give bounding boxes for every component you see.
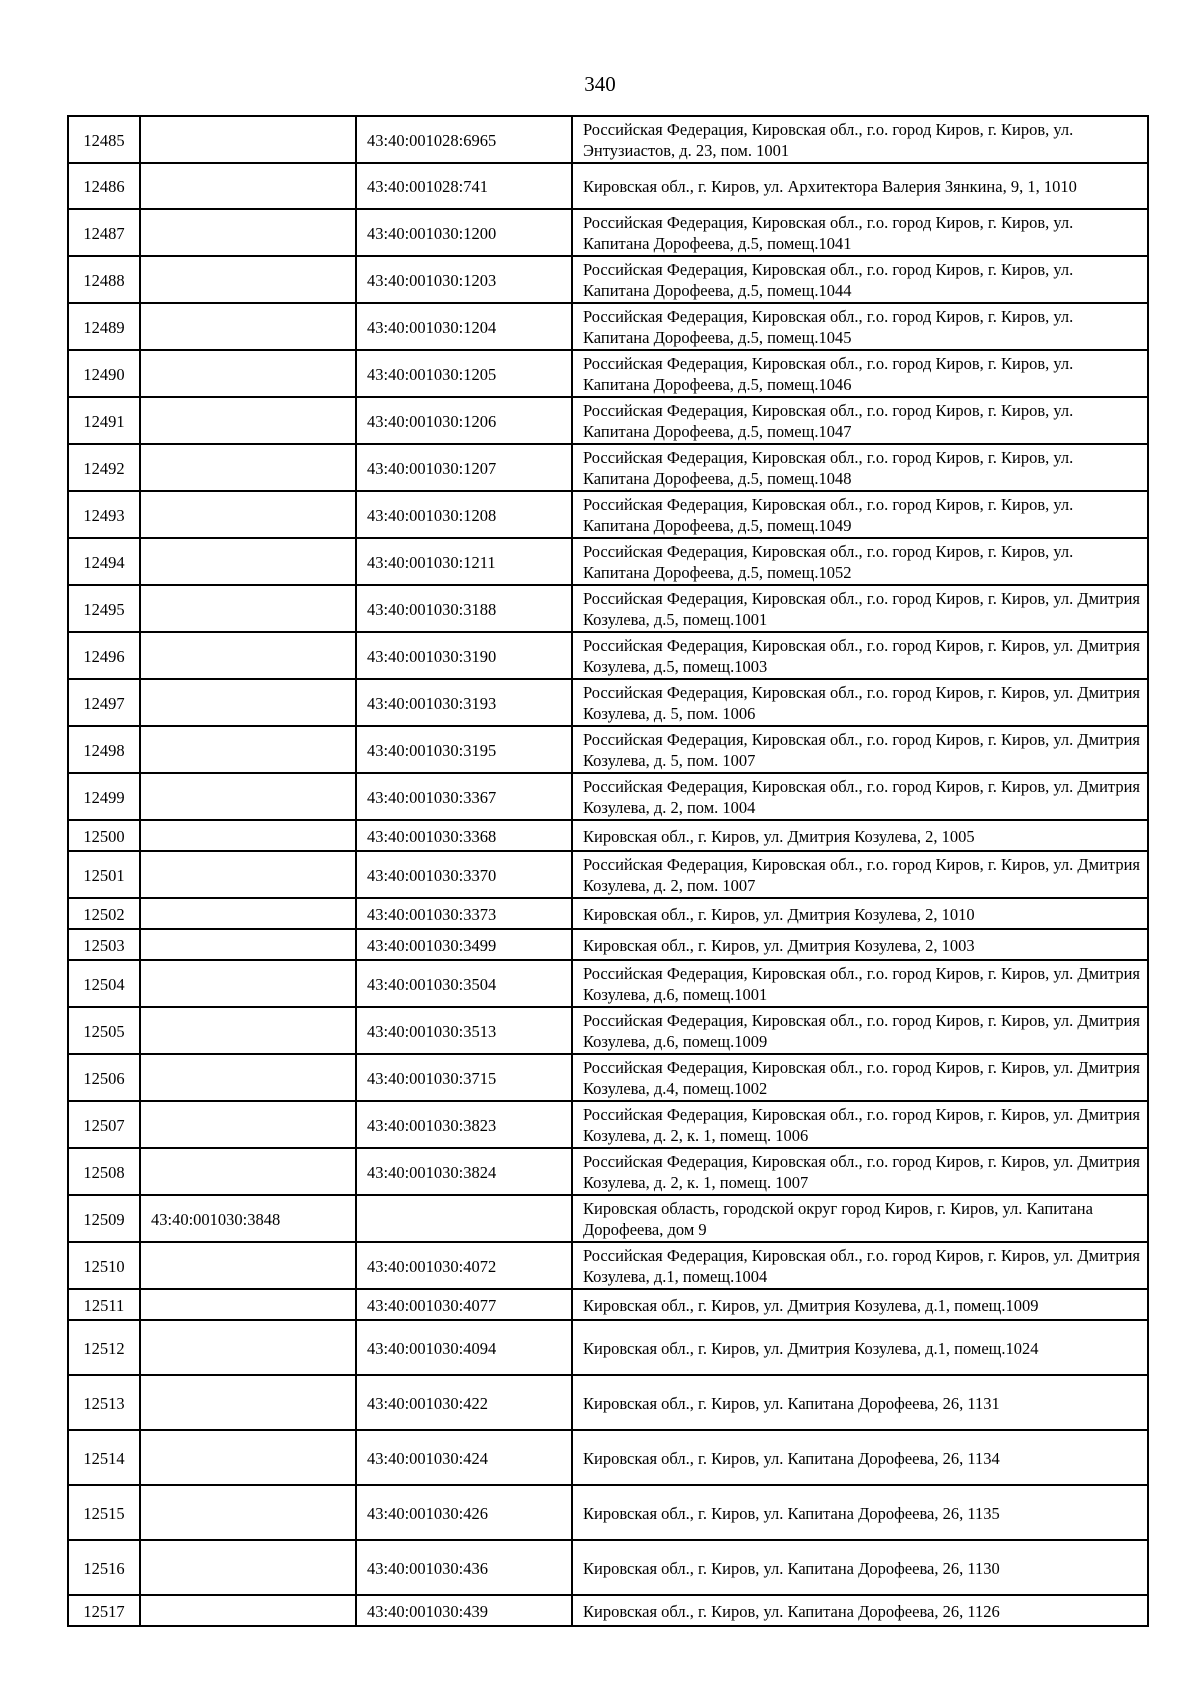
row-number-cell: 12503 <box>68 929 140 960</box>
table-row <box>68 820 1148 851</box>
cadastral-number-cell <box>356 1195 572 1242</box>
cadastral-number-cell: 43:40:001030:3373 <box>356 898 572 929</box>
row-number-cell: 12506 <box>68 1054 140 1101</box>
cadastral-number-cell <box>140 538 356 585</box>
row-number-cell: 12493 <box>68 491 140 538</box>
cadastral-number-cell <box>140 256 356 303</box>
table-row <box>68 538 1148 585</box>
address-cell: Российская Федерация, Кировская обл., г.о. город Киров, г. Киров, ул. Дмитрия Козулева, д.5, помещ.1003 <box>572 632 1148 679</box>
cadastral-number-cell <box>140 163 356 209</box>
table-row <box>68 1320 1148 1375</box>
table-row <box>68 632 1148 679</box>
table-row <box>68 163 1148 209</box>
cadastral-number-cell: 43:40:001028:6965 <box>356 116 572 163</box>
table-row <box>68 679 1148 726</box>
address-cell: Российская Федерация, Кировская обл., г.о. город Киров, г. Киров, ул. Капитана Дорофеева, д.5, помещ.1041 <box>572 209 1148 256</box>
row-number-cell: 12516 <box>68 1540 140 1595</box>
cadastral-number-cell: 43:40:001030:1200 <box>356 209 572 256</box>
table-row <box>68 1375 1148 1430</box>
address-cell: Кировская обл., г. Киров, ул. Капитана Дорофеева, 26, 1135 <box>572 1485 1148 1540</box>
address-cell: Кировская обл., г. Киров, ул. Дмитрия Козулева, 2, 1005 <box>572 820 1148 851</box>
table-row <box>68 960 1148 1007</box>
cadastral-number-cell <box>140 1101 356 1148</box>
cadastral-number-cell: 43:40:001030:3504 <box>356 960 572 1007</box>
cadastral-number-cell <box>140 851 356 898</box>
cadastral-number-cell: 43:40:001030:426 <box>356 1485 572 1540</box>
cadastral-number-cell: 43:40:001030:3367 <box>356 773 572 820</box>
cadastral-number-cell <box>140 820 356 851</box>
row-number-cell: 12494 <box>68 538 140 585</box>
row-number-cell: 12505 <box>68 1007 140 1054</box>
cadastral-number-cell: 43:40:001030:1205 <box>356 350 572 397</box>
address-cell: Кировская обл., г. Киров, ул. Дмитрия Козулева, 2, 1003 <box>572 929 1148 960</box>
address-cell: Российская Федерация, Кировская обл., г.о. город Киров, г. Киров, ул. Капитана Дорофеева, д.5, помещ.1046 <box>572 350 1148 397</box>
cadastral-number-cell <box>140 397 356 444</box>
cadastral-number-cell: 43:40:001030:1211 <box>356 538 572 585</box>
table-row <box>68 1007 1148 1054</box>
row-number-cell: 12498 <box>68 726 140 773</box>
cadastral-number-cell: 43:40:001030:3190 <box>356 632 572 679</box>
address-cell: Российская Федерация, Кировская обл., г.о. город Киров, г. Киров, ул. Дмитрия Козулева, д. 2, пом. 1007 <box>572 851 1148 898</box>
cadastral-number-cell <box>140 726 356 773</box>
cadastral-number-cell: 43:40:001030:439 <box>356 1595 572 1626</box>
row-number-cell: 12500 <box>68 820 140 851</box>
cadastral-number-cell <box>140 303 356 350</box>
address-cell: Кировская обл., г. Киров, ул. Капитана Дорофеева, 26, 1130 <box>572 1540 1148 1595</box>
row-number-cell: 12497 <box>68 679 140 726</box>
cadastral-number-cell <box>140 491 356 538</box>
cadastral-number-cell: 43:40:001030:3370 <box>356 851 572 898</box>
table-row <box>68 1289 1148 1320</box>
table-row <box>68 898 1148 929</box>
table-row <box>68 1195 1148 1242</box>
cadastral-number-cell <box>140 350 356 397</box>
table-row <box>68 1054 1148 1101</box>
row-number-cell: 12486 <box>68 163 140 209</box>
cadastral-number-cell: 43:40:001030:3848 <box>140 1195 356 1242</box>
row-number-cell: 12512 <box>68 1320 140 1375</box>
row-number-cell: 12515 <box>68 1485 140 1540</box>
table-row <box>68 444 1148 491</box>
cadastral-number-cell: 43:40:001030:3195 <box>356 726 572 773</box>
table-row <box>68 585 1148 632</box>
cadastral-number-cell <box>140 1007 356 1054</box>
cadastral-number-cell: 43:40:001030:1208 <box>356 491 572 538</box>
address-cell: Кировская обл., г. Киров, ул. Дмитрия Козулева, д.1, помещ.1009 <box>572 1289 1148 1320</box>
cadastral-number-cell <box>140 960 356 1007</box>
address-cell: Кировская обл., г. Киров, ул. Капитана Дорофеева, 26, 1134 <box>572 1430 1148 1485</box>
table-row <box>68 726 1148 773</box>
row-number-cell: 12491 <box>68 397 140 444</box>
cadastral-number-cell: 43:40:001028:741 <box>356 163 572 209</box>
row-number-cell: 12510 <box>68 1242 140 1289</box>
address-cell: Кировская обл., г. Киров, ул. Капитана Дорофеева, 26, 1126 <box>572 1595 1148 1626</box>
row-number-cell: 12513 <box>68 1375 140 1430</box>
cadastral-number-cell: 43:40:001030:4072 <box>356 1242 572 1289</box>
table-row <box>68 1485 1148 1540</box>
cadastral-number-cell: 43:40:001030:3188 <box>356 585 572 632</box>
address-cell: Российская Федерация, Кировская обл., г.о. город Киров, г. Киров, ул. Капитана Дорофеева, д.5, помещ.1048 <box>572 444 1148 491</box>
cadastral-number-cell <box>140 209 356 256</box>
cadastral-number-cell <box>140 773 356 820</box>
cadastral-number-cell <box>140 1148 356 1195</box>
address-cell: Российская Федерация, Кировская обл., г.о. город Киров, г. Киров, ул. Дмитрия Козулева, д. 2, пом. 1004 <box>572 773 1148 820</box>
row-number-cell: 12509 <box>68 1195 140 1242</box>
cadastral-number-cell <box>140 1242 356 1289</box>
row-number-cell: 12492 <box>68 444 140 491</box>
cadastral-number-cell: 43:40:001030:1206 <box>356 397 572 444</box>
table-row <box>68 1430 1148 1485</box>
table-row <box>68 773 1148 820</box>
cadastral-number-cell: 43:40:001030:3513 <box>356 1007 572 1054</box>
cadastral-number-cell <box>140 679 356 726</box>
cadastral-number-cell: 43:40:001030:1207 <box>356 444 572 491</box>
address-cell: Российская Федерация, Кировская обл., г.о. город Киров, г. Киров, ул. Капитана Дорофеева, д.5, помещ.1045 <box>572 303 1148 350</box>
table-row <box>68 397 1148 444</box>
cadastral-number-cell <box>140 1320 356 1375</box>
cadastral-number-cell: 43:40:001030:3193 <box>356 679 572 726</box>
cadastral-number-cell <box>140 1375 356 1430</box>
registry-body <box>68 116 1148 1626</box>
address-cell: Российская Федерация, Кировская обл., г.о. город Киров, г. Киров, ул. Капитана Дорофеева, д.5, помещ.1047 <box>572 397 1148 444</box>
address-cell: Российская Федерация, Кировская обл., г.о. город Киров, г. Киров, ул. Дмитрия Козулева, д. 5, пом. 1007 <box>572 726 1148 773</box>
row-number-cell: 12485 <box>68 116 140 163</box>
cadastral-number-cell: 43:40:001030:4094 <box>356 1320 572 1375</box>
table-row <box>68 303 1148 350</box>
table-row <box>68 1148 1148 1195</box>
row-number-cell: 12517 <box>68 1595 140 1626</box>
cadastral-number-cell: 43:40:001030:1203 <box>356 256 572 303</box>
table-row <box>68 209 1148 256</box>
table-row <box>68 491 1148 538</box>
row-number-cell: 12488 <box>68 256 140 303</box>
address-cell: Российская Федерация, Кировская обл., г.о. город Киров, г. Киров, ул. Дмитрия Козулева, д.4, помещ.1002 <box>572 1054 1148 1101</box>
address-cell: Российская Федерация, Кировская обл., г.о. город Киров, г. Киров, ул. Дмитрия Козулева, д. 2, к. 1, помещ. 1006 <box>572 1101 1148 1148</box>
row-number-cell: 12502 <box>68 898 140 929</box>
cadastral-number-cell <box>140 1485 356 1540</box>
address-cell: Российская Федерация, Кировская обл., г.о. город Киров, г. Киров, ул. Капитана Дорофеева, д.5, помещ.1052 <box>572 538 1148 585</box>
address-cell: Российская Федерация, Кировская обл., г.о. город Киров, г. Киров, ул. Дмитрия Козулева, д.6, помещ.1001 <box>572 960 1148 1007</box>
address-cell: Кировская обл., г. Киров, ул. Капитана Дорофеева, 26, 1131 <box>572 1375 1148 1430</box>
cadastral-number-cell: 43:40:001030:422 <box>356 1375 572 1430</box>
table-row <box>68 851 1148 898</box>
row-number-cell: 12495 <box>68 585 140 632</box>
cadastral-number-cell <box>140 1054 356 1101</box>
cadastral-number-cell <box>140 929 356 960</box>
cadastral-number-cell: 43:40:001030:3823 <box>356 1101 572 1148</box>
cadastral-number-cell: 43:40:001030:3715 <box>356 1054 572 1101</box>
table-row <box>68 116 1148 163</box>
cadastral-number-cell <box>140 1595 356 1626</box>
address-cell: Российская Федерация, Кировская обл., г.о. город Киров, г. Киров, ул. Дмитрия Козулева, д. 5, пом. 1006 <box>572 679 1148 726</box>
cadastral-number-cell: 43:40:001030:3499 <box>356 929 572 960</box>
table-row <box>68 1540 1148 1595</box>
cadastral-number-cell: 43:40:001030:3824 <box>356 1148 572 1195</box>
row-number-cell: 12490 <box>68 350 140 397</box>
table-row <box>68 929 1148 960</box>
row-number-cell: 12514 <box>68 1430 140 1485</box>
cadastral-number-cell <box>140 116 356 163</box>
row-number-cell: 12489 <box>68 303 140 350</box>
cadastral-number-cell <box>140 1540 356 1595</box>
row-number-cell: 12508 <box>68 1148 140 1195</box>
address-cell: Кировская обл., г. Киров, ул. Архитектора Валерия Зянкина, 9, 1, 1010 <box>572 163 1148 209</box>
cadastral-number-cell <box>140 1289 356 1320</box>
address-cell: Российская Федерация, Кировская обл., г.о. город Киров, г. Киров, ул. Дмитрия Козулева, д. 2, к. 1, помещ. 1007 <box>572 1148 1148 1195</box>
address-cell: Российская Федерация, Кировская обл., г.о. город Киров, г. Киров, ул. Дмитрия Козулева, д.6, помещ.1009 <box>572 1007 1148 1054</box>
page-number: 340 <box>584 72 616 96</box>
cadastral-number-cell <box>140 898 356 929</box>
table-row <box>68 1595 1148 1626</box>
cadastral-number-cell: 43:40:001030:3368 <box>356 820 572 851</box>
row-number-cell: 12501 <box>68 851 140 898</box>
address-cell: Российская Федерация, Кировская обл., г.о. город Киров, г. Киров, ул. Дмитрия Козулева, д.5, помещ.1001 <box>572 585 1148 632</box>
address-cell: Российская Федерация, Кировская обл., г.о. город Киров, г. Киров, ул. Энтузиастов, д. 23, пом. 1001 <box>572 116 1148 163</box>
cadastral-number-cell <box>140 1430 356 1485</box>
table-row <box>68 1101 1148 1148</box>
address-cell: Российская Федерация, Кировская обл., г.о. город Киров, г. Киров, ул. Капитана Дорофеева, д.5, помещ.1044 <box>572 256 1148 303</box>
cadastral-number-cell: 43:40:001030:424 <box>356 1430 572 1485</box>
cadastral-number-cell: 43:40:001030:1204 <box>356 303 572 350</box>
cadastral-number-cell <box>140 632 356 679</box>
address-cell: Кировская обл., г. Киров, ул. Дмитрия Козулева, д.1, помещ.1024 <box>572 1320 1148 1375</box>
address-cell: Российская Федерация, Кировская обл., г.о. город Киров, г. Киров, ул. Дмитрия Козулева, д.1, помещ.1004 <box>572 1242 1148 1289</box>
address-cell: Российская Федерация, Кировская обл., г.о. город Киров, г. Киров, ул. Капитана Дорофеева, д.5, помещ.1049 <box>572 491 1148 538</box>
cadastral-number-cell <box>140 585 356 632</box>
address-cell: Кировская обл., г. Киров, ул. Дмитрия Козулева, 2, 1010 <box>572 898 1148 929</box>
table-row <box>68 1242 1148 1289</box>
table-row <box>68 350 1148 397</box>
cadastral-number-cell: 43:40:001030:436 <box>356 1540 572 1595</box>
table-row <box>68 256 1148 303</box>
registry-table <box>67 115 1149 1627</box>
row-number-cell: 12507 <box>68 1101 140 1148</box>
cadastral-number-cell <box>140 444 356 491</box>
row-number-cell: 12511 <box>68 1289 140 1320</box>
row-number-cell: 12504 <box>68 960 140 1007</box>
cadastral-number-cell: 43:40:001030:4077 <box>356 1289 572 1320</box>
row-number-cell: 12496 <box>68 632 140 679</box>
row-number-cell: 12499 <box>68 773 140 820</box>
address-cell: Кировская область, городской округ город Киров, г. Киров, ул. Капитана Дорофеева, дом 9 <box>572 1195 1148 1242</box>
row-number-cell: 12487 <box>68 209 140 256</box>
